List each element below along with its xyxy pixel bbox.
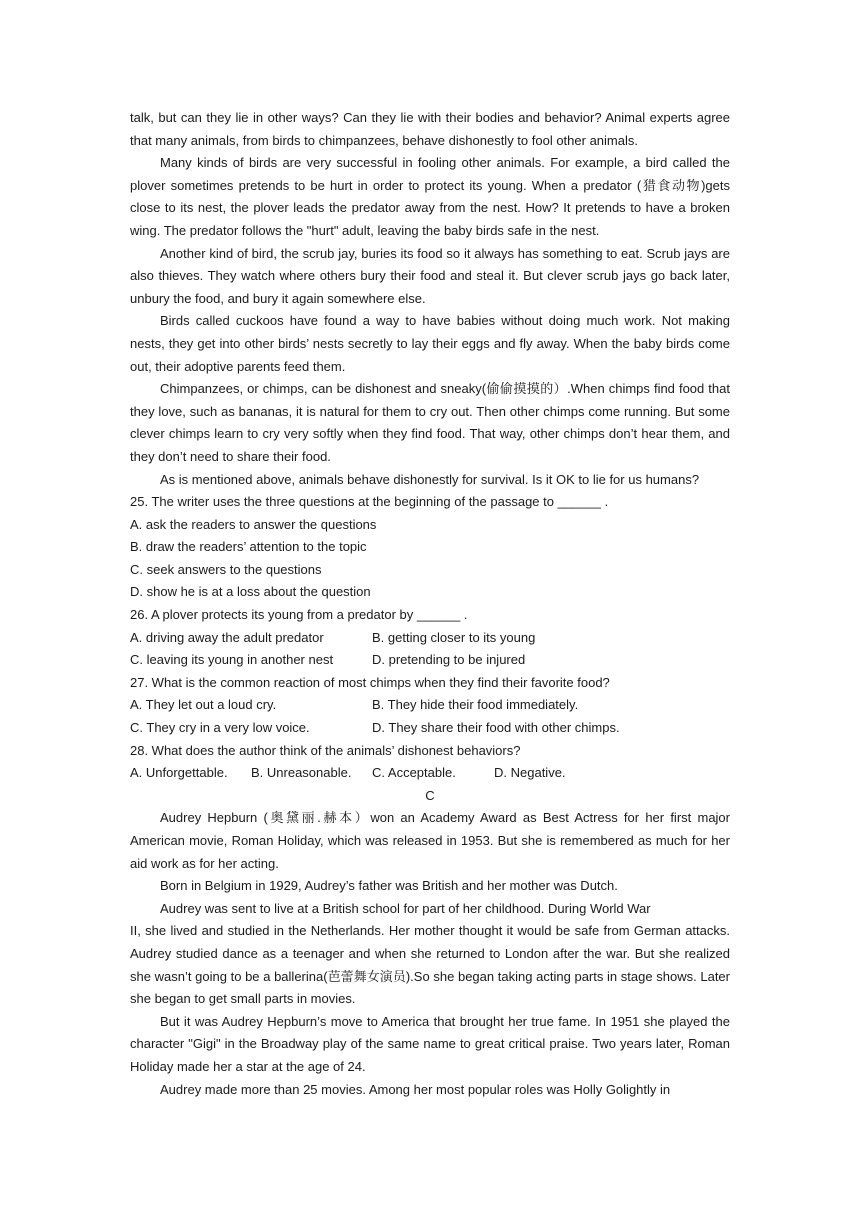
option-c: C. seek answers to the questions <box>130 561 322 577</box>
option-c: C. They cry in a very low voice. <box>130 720 310 736</box>
option-d: D. pretending to be injured <box>372 652 526 668</box>
question-stem: 28. What does the author think of the animals’ dishonest behaviors? <box>130 742 521 758</box>
passage-b-paragraph: Many kinds of birds are very successful in fooling other animals. For example, a bird called the plover sometimes pretends to be hurt in order to protect its young. When a predator (猎食动物)gets close to its nest, the plover leads the predator away from the nest. How? It pretends to have a broken wing. The predator follows the "hurt" adult, leaving the baby birds safe in the nest. <box>130 155 730 238</box>
question-25 <box>130 491 730 604</box>
options-row <box>130 649 730 672</box>
passage-b-paragraph: Chimpanzees, or chimps, can be dishonest and sneaky(偷偷摸摸的）.When chimps find food that they love, such as bananas, it is natural for them to cry out. Then other chimps come running. But some clever chimps learn to cry very softly when they find food. That way, other chimps don’t hear them, and they don’t need to share their food. <box>130 381 730 464</box>
options-row <box>130 694 730 717</box>
question-27 <box>130 672 730 740</box>
section-c-heading: C <box>425 787 435 803</box>
option-a: A. They let out a loud cry. <box>130 697 277 713</box>
question-stem: 26. A plover protects its young from a predator by ______ . <box>130 607 468 623</box>
option-a: A. driving away the adult predator <box>130 629 324 645</box>
question-28 <box>130 740 730 785</box>
option-c: C. leaving its young in another nest <box>130 652 334 668</box>
option-b: B. Unreasonable. <box>251 765 352 781</box>
question-26 <box>130 604 730 672</box>
passage-c-paragraph: II, she lived and studied in the Netherlands. Her mother thought it would be safe from German attacks. Audrey studied dance as a teenager and when she returned to London after the war. But she realized she wasn’t going to be a ballerina(芭蕾舞女演员).So she began taking acting parts in stage shows. Later she began to get small parts in movies. <box>130 923 730 1007</box>
options-row <box>130 627 730 650</box>
options-row <box>130 717 730 740</box>
passage-b-paragraph: talk, but can they lie in other ways? Can they lie with their bodies and behavior? Animal experts agree that many animals, from birds to chimpanzees, behave dishonestly to fool other animals. <box>130 110 730 148</box>
option-d: D. Negative. <box>494 765 566 781</box>
option-b: B. getting closer to its young <box>372 629 536 645</box>
passage-b-paragraph: As is mentioned above, animals behave dishonestly for survival. Is it OK to lie for us humans? <box>160 471 700 487</box>
passage-c-paragraph: Born in Belgium in 1929, Audrey’s father was British and her mother was Dutch. <box>160 878 618 894</box>
question-stem: 27. What is the common reaction of most chimps when they find their favorite food? <box>130 674 610 690</box>
option-b: B. draw the readers’ attention to the topic <box>130 539 367 555</box>
option-d: D. They share their food with other chimps. <box>372 720 620 736</box>
question-stem: 25. The writer uses the three questions at the beginning of the passage to ______ . <box>130 494 609 510</box>
option-b: B. They hide their food immediately. <box>372 697 579 713</box>
passage-c-paragraph: Audrey was sent to live at a British school for part of her childhood. During World War <box>160 900 651 916</box>
option-d: D. show he is at a loss about the question <box>130 584 371 600</box>
document-page <box>130 107 730 1101</box>
passage-c-paragraph: But it was Audrey Hepburn’s move to America that brought her true fame. In 1951 she played the character "Gigi" in the Broadway play of the same name to great critical praise. Two years later, Roman Holiday made her a star at the age of 24. <box>130 1013 730 1074</box>
passage-b-paragraph: Another kind of bird, the scrub jay, buries its food so it always has something to eat. Scrub jays are also thieves. They watch where others bury their food and steal it. But clever scrub jays go back later, unbury the food, and bury it again somewhere else. <box>130 245 730 306</box>
passage-c-paragraph: Audrey Hepburn (奥黛丽.赫本）won an Academy Award as Best Actress for her first major American movie, Roman Holiday, which was released in 1953. But she is remembered as much for her aid work as for her acting. <box>130 810 730 871</box>
option-c: C. Acceptable. <box>372 765 456 781</box>
passage-b-paragraph: Birds called cuckoos have found a way to have babies without doing much work. Not making nests, they get into other birds’ nests secretly to lay their eggs and fly away. When the baby birds come out, their adoptive parents feed them. <box>130 313 730 374</box>
options-row <box>130 762 730 785</box>
option-a: A. Unforgettable. <box>130 765 228 781</box>
option-a: A. ask the readers to answer the questions <box>130 516 377 532</box>
passage-c-paragraph: Audrey made more than 25 movies. Among her most popular roles was Holly Golightly in <box>160 1081 671 1097</box>
